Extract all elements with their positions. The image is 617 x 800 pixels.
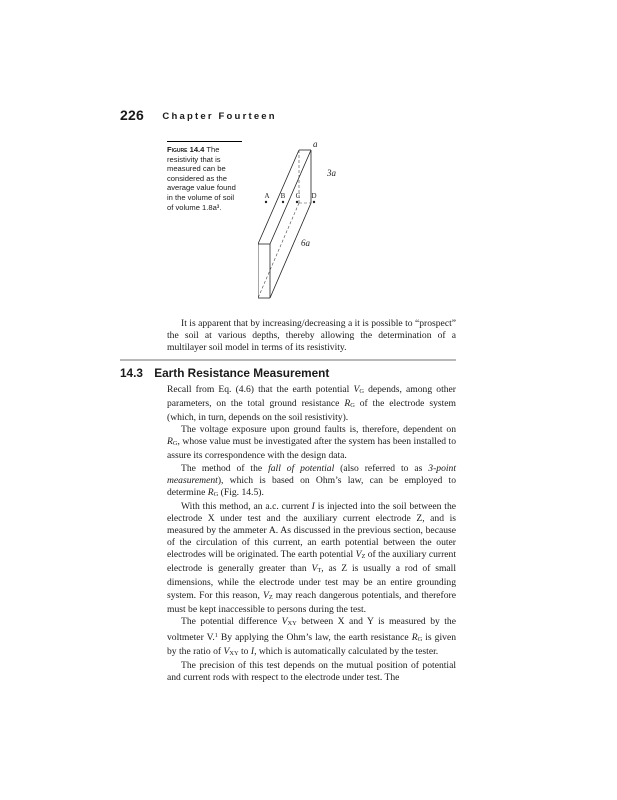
figure-caption (167, 141, 242, 212)
electrode-c-dot (296, 201, 298, 203)
electrode-a-dot (265, 201, 267, 203)
soil-volume-figure (258, 136, 358, 302)
electrode-d-dot (313, 201, 315, 203)
section-heading (120, 366, 329, 380)
electrode-b-dot (282, 201, 284, 203)
paragraph-5: The potential difference $V_{XY}$ between X and Y is measured by the voltmeter V.$^1$ By applying the Ohm’s law, the earth resistance $R_G$ is given by the ratio of $V_{XY}$ to I, which is automatically calculated by the tester. (167, 615, 456, 657)
section-title: Earth Resistance Measurement (154, 366, 330, 380)
paragraph-4: With this method, an a.c. current I is injected into the soil between the electrode X under test and the auxiliary current electrode Z, and is measured by the ammeter A. As discussed in the previous section, because of the circulation of this current, an earth potential between the outer electrodes will be originated. The earth potential $V_Z$ of the auxiliary current electrode is generally greater than $V_T$, as Z is usually a rod of small dimensions, while the electrode under test may be an entire grounding system. For this reason, $V_Z$ may reach dangerous potentials, and therefore must be kept inaccessible to persons during the test. (167, 500, 456, 615)
electrode-b-label: B (280, 192, 286, 200)
chapter-title: Chapter Fourteen (162, 111, 277, 122)
paragraph-1: Recall from Eq. (4.6) that the earth potential $V_G$ depends, among other parameters, on the total ground resistance $R_G$ of the electrode system (which, in turn, depends on the soil resistivity). (167, 384, 456, 424)
intro-paragraph: It is apparent that by increasing/decreasing a it is possible to “prospect” the soil at various depths, thereby allowing the determination of a multilayer soil model in terms of its resistivity. (167, 318, 456, 354)
hidden-edges (258, 150, 311, 298)
electrode-a-label: A (264, 192, 270, 200)
electrode-markers (265, 201, 315, 203)
figure-label: Figure (167, 145, 188, 154)
paragraph-2: The voltage exposure upon ground faults is, therefore, dependent on $R_G$, whose value must be investigated after the system has been installed to assure its correspondence with the design data. (167, 424, 456, 462)
section-number: 14.3 (120, 366, 143, 380)
figure-number: 14.4 (189, 145, 205, 154)
body-text (167, 384, 456, 684)
dimension-label-side: 3a (327, 168, 336, 178)
footnote-marker[interactable]: 1 (214, 631, 218, 639)
running-header (120, 107, 277, 125)
dimension-label-top: a (313, 139, 318, 149)
paragraph-6: The precision of this test depends on the mutual position of potential and current rods with respect to the electrode under test. The (167, 659, 456, 684)
section-divider (120, 359, 456, 361)
electrode-d-label: D (311, 192, 317, 200)
figure-caption-text: The resistivity that is measured can be considered as the average value found in the volume of soil of volume 1.8a³. (167, 145, 236, 212)
page-number: 226 (120, 107, 144, 123)
prism-outline (258, 150, 311, 298)
electrode-c-label: C (295, 192, 301, 200)
paragraph-3: The method of the fall of potential (also referred to as 3-point measurement), which is based on Ohm’s law, can be employed to determine $R_G$ (Fig. 14.5). (167, 462, 457, 498)
dimension-label-bottom: 6a (301, 238, 310, 248)
